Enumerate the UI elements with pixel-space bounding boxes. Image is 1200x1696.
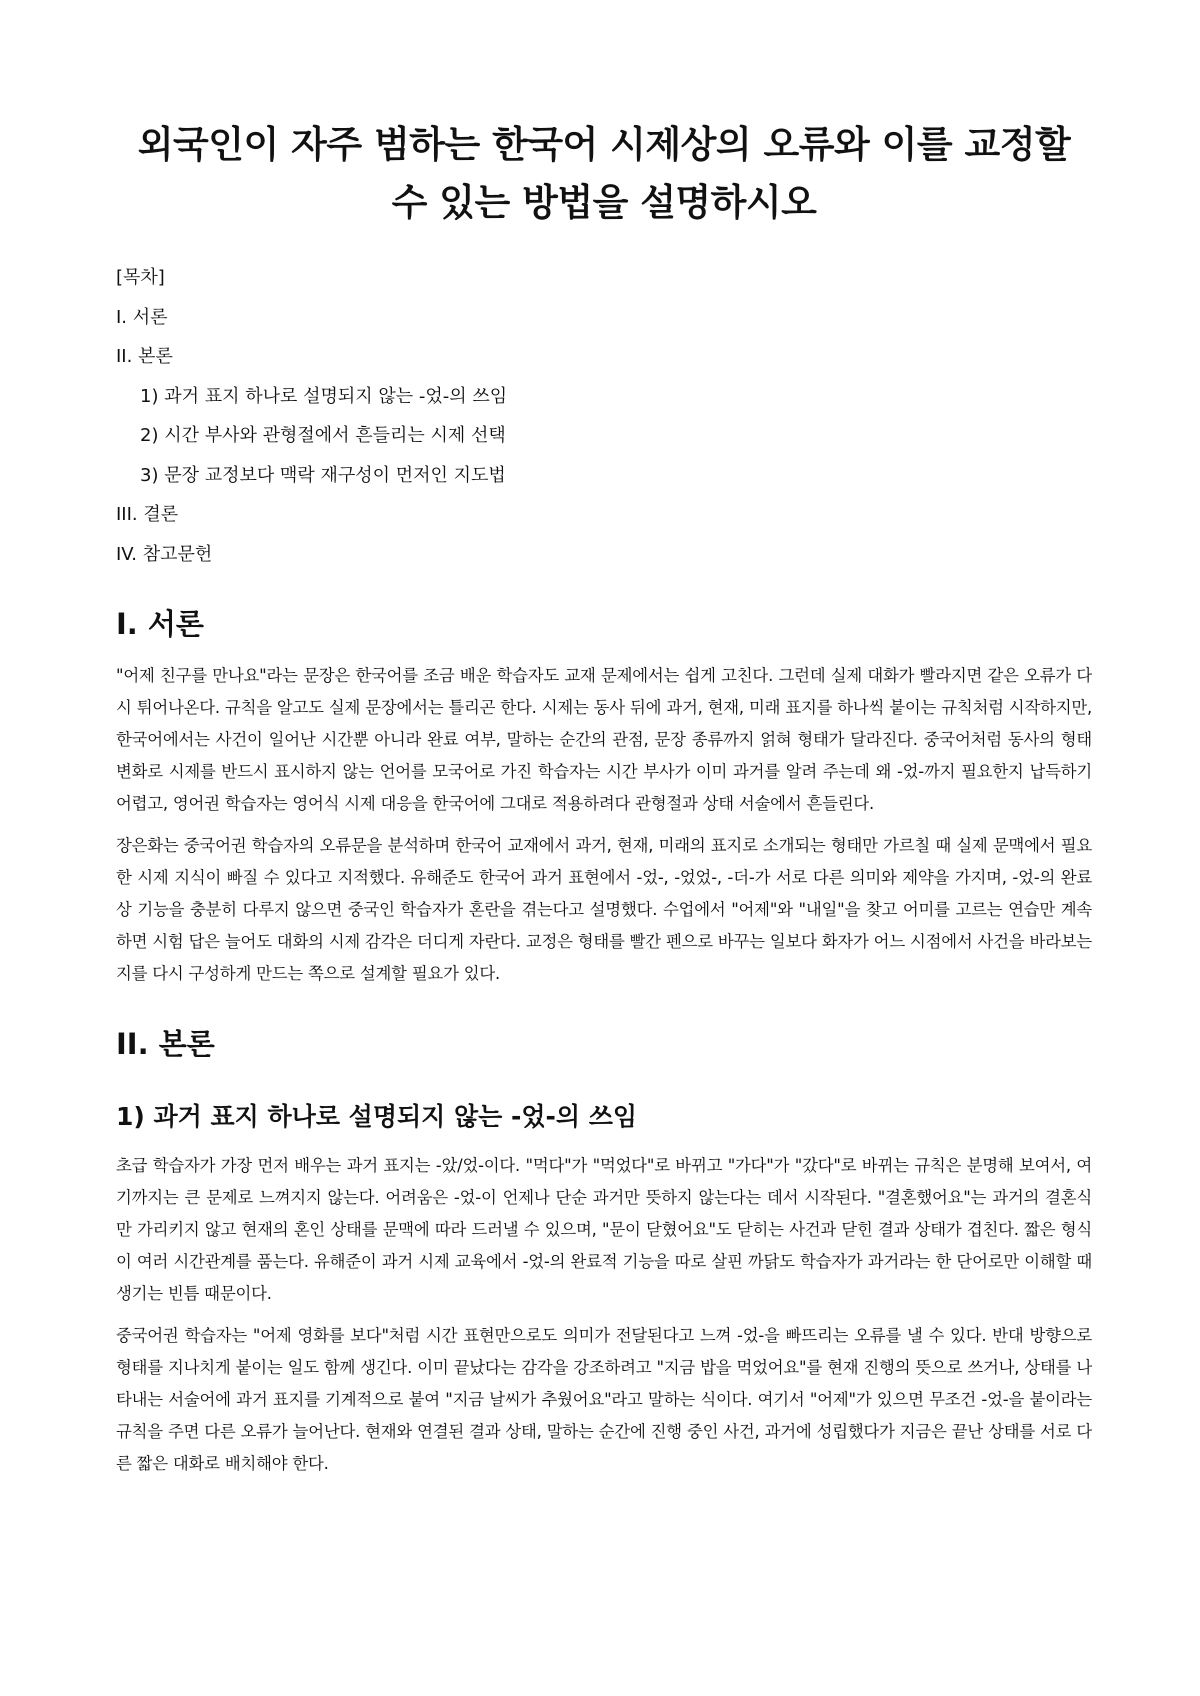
paragraph: 중국어권 학습자는 "어제 영화를 보다"처럼 시간 표현만으로도 의미가 전달된다고 느껴 -었-을 빠뜨리는 오류를 낼 수 있다. 반대 방향으로 형태를 지나치게 붙이는 일도 함께 생긴다. 이미 끝났다는 감각을 강조하려고 "지금 밥을 먹었어요"를 현재 진행의 뜻으로 쓰거나, 상태를 나타내는 서술어에 과거 표지를 기계적으로 붙여 "지금 날씨가 추웠어요"라고 말하는 식이다. 여기서 "어제"가 있으면 무조건 -었-을 붙이라는 규칙을 주면 다른 오류가 늘어난다. 현재와 연결된 결과 상태, 말하는 순간에 진행 중인 사건, 과거에 성립했다가 지금은 끝난 상태를 서로 다른 짧은 대화로 배치해야 한다. [116, 1326, 1092, 1473]
toc-item: IV. 참고문헌 [116, 543, 213, 565]
toc-item: I. 서론 [116, 306, 168, 328]
toc-subitem: 3) 문장 교정보다 맥락 재구성이 먼저인 지도법 [140, 464, 506, 486]
paragraph: "어제 친구를 만나요"라는 문장은 한국어를 조금 배운 학습자도 교재 문제에서는 쉽게 고친다. 그런데 실제 대화가 빨라지면 같은 오류가 다시 튀어나온다. 규칙을 알고도 실제 문장에서는 틀리곤 한다. 시제는 동사 뒤에 과거, 현재, 미래 표지를 하나씩 붙이는 규칙처럼 시작하지만, 한국어에서는 사건이 일어난 시간뿐 아니라 완료 여부, 말하는 순간의 관점, 문장 종류까지 얽혀 형태가 달라진다. 중국어처럼 동사의 형태 변화로 시제를 반드시 표시하지 않는 언어를 모국어로 가진 학습자는 시간 부사가 이미 과거를 알려 주는데 왜 -었-까지 필요한지 납득하기 어렵고, 영어권 학습자는 영어식 시제 대응을 한국어에 그대로 적용하려다 관형절과 상태 서술에서 흔들린다. [116, 666, 1092, 813]
toc-item: II. 본론 [116, 346, 173, 367]
subsection-heading: 1) 과거 표지 하나로 설명되지 않는 -었-의 쓰임 [116, 1102, 638, 1131]
paragraph: 초급 학습자가 가장 먼저 배우는 과거 표지는 -았/었-이다. "먹다"가 "먹었다"로 바뀌고 "가다"가 "갔다"로 바뀌는 규칙은 분명해 보여서, 여기까지는 큰 문제로 느껴지지 않는다. 어려움은 -었-이 언제나 단순 과거만 뜻하지 않는다는 데서 시작된다. "결혼했어요"는 과거의 결혼식만 가리키지 않고 현재의 혼인 상태를 문맥에 따라 드러낼 수 있으며, "문이 닫혔어요"도 닫히는 사건과 닫힌 결과 상태가 겹친다. 짧은 형식이 여러 시간관계를 품는다. 유해준이 과거 시제 교육에서 -었-의 완료적 기능을 따로 살핀 까닭도 학습자가 과거라는 한 단어로만 이해할 때 생기는 빈틈 때문이다. [116, 1156, 1092, 1303]
toc-subitem: 2) 시간 부사와 관형절에서 흔들리는 시제 선택 [140, 425, 506, 446]
section-heading: II. 본론 [116, 1027, 215, 1061]
paragraph: 장은화는 중국어권 학습자의 오류문을 분석하며 한국어 교재에서 과거, 현재, 미래의 표지로 소개되는 형태만 가르칠 때 실제 문맥에서 필요한 시제 지식이 빠질 수 있다고 지적했다. 유해준도 한국어 과거 표현에서 -었-, -었었-, -더-가 서로 다른 의미와 제약을 가지며, -었-의 완료상 기능을 충분히 다루지 않으면 중국인 학습자가 혼란을 겪는다고 설명했다. 수업에서 "어제"와 "내일"을 찾고 어미를 고르는 연습만 계속하면 시험 답은 늘어도 대화의 시제 감각은 더디게 자란다. 교정은 형태를 빨간 펜으로 바꾸는 일보다 화자가 어느 시점에서 사건을 바라보는지를 다시 구성하게 만드는 쪽으로 설계할 필요가 있다. [116, 836, 1092, 983]
toc-heading: [목차] [116, 267, 165, 288]
table-of-contents [116, 258, 1092, 574]
body-section [116, 1022, 1092, 1480]
toc-item: III. 결론 [116, 504, 179, 525]
toc-subitem: 1) 과거 표지 하나로 설명되지 않는 -었-의 쓰임 [140, 385, 508, 407]
section-heading: I. 서론 [116, 607, 204, 641]
intro-section [116, 602, 1092, 990]
document-title: 외국인이 자주 범하는 한국어 시제상의 오류와 이를 교정할 수 있는 방법을 설명하시오 [137, 123, 1071, 224]
